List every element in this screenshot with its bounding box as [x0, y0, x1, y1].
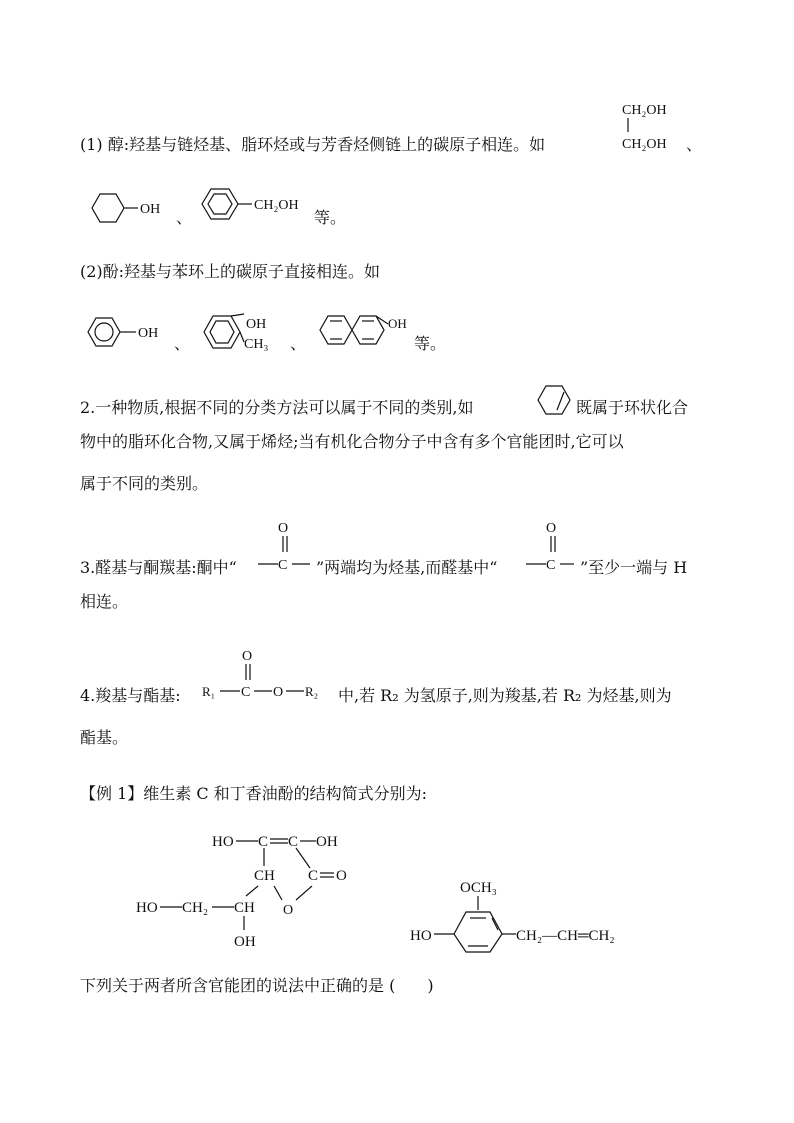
- carbonyl-c: C: [278, 558, 288, 573]
- benzyl-alcohol-structure: [198, 184, 328, 224]
- aldehyde-carbonyl-structure: [522, 516, 582, 576]
- cresol-structure: [198, 308, 288, 358]
- phenol-oh: OH: [138, 326, 159, 341]
- example-heading: 【例 1】维生素 C 和丁香油酚的结构简式分别为:: [80, 784, 428, 803]
- cyclohexanol-oh: OH: [140, 202, 161, 217]
- ethylene-glycol-structure: [620, 98, 690, 158]
- benzyl-ch2oh: CH₂OH: [254, 198, 299, 213]
- etc-text: 等。: [314, 208, 347, 227]
- separator: 、: [686, 135, 703, 154]
- separator: 、: [290, 334, 307, 353]
- vitc-ho1: HO: [212, 834, 234, 850]
- ester-r2: R₂: [305, 684, 319, 699]
- carbonyl-o: O: [546, 521, 557, 536]
- vitc-o-eq: O: [336, 868, 347, 884]
- ketone-carbonyl-structure: [254, 516, 320, 576]
- cyclohexanol-structure: [84, 190, 174, 230]
- carbonyl-text-b: ”两端均为烃基,而醛基中“: [316, 558, 498, 577]
- cyclohexene-structure: [534, 382, 578, 422]
- separator: 、: [176, 208, 193, 227]
- ester-text-c: 酯基。: [80, 728, 129, 747]
- cresol-ch3: CH₃: [244, 337, 269, 352]
- alcohol-definition: (1) 醇:羟基与链烃基、脂环烃或与芳香烃侧链上的碳原子相连。如: [80, 135, 546, 154]
- eugenol-ho: HO: [410, 928, 432, 944]
- ester-o: O: [273, 685, 284, 700]
- separator: 、: [174, 334, 191, 353]
- classification-text-a: 2.一种物质,根据不同的分类方法可以属于不同的类别,如: [80, 398, 474, 417]
- glycol-top: CH₂OH: [622, 103, 667, 118]
- carbonyl-c: C: [546, 558, 556, 573]
- question-text: 下列关于两者所含官能团的说法中正确的是 ( ): [80, 976, 434, 995]
- eugenol-structure: [408, 874, 668, 954]
- ester-r1: R₁: [202, 684, 216, 699]
- vitc-ch: CH: [254, 868, 275, 884]
- carbonyl-text-d: 相连。: [80, 592, 129, 611]
- vitc-c1: C: [258, 834, 269, 850]
- ester-text-b: 中,若 R₂ 为氢原子,则为羧基,若 R₂ 为烃基,则为: [338, 686, 672, 705]
- ester-text-a: 4.羧基与酯基:: [80, 686, 181, 705]
- carbonyl-o: O: [278, 521, 289, 536]
- vitc-oh1: OH: [316, 834, 338, 850]
- vitc-ch3: CH: [234, 900, 255, 916]
- phenol-definition: (2)酚:羟基与苯环上的碳原子直接相连。如: [80, 262, 381, 281]
- phenol-structure: [84, 314, 174, 354]
- vitc-ho2: HO: [136, 900, 158, 916]
- classification-text-b: 既属于环状化合: [576, 398, 689, 417]
- vitc-oh2: OH: [234, 934, 256, 950]
- classification-line2: 物中的脂环化合物,又属于烯烃;当有机化合物分子中含有多个官能团时,它可以: [80, 432, 624, 451]
- vitamin-c-structure: [134, 824, 374, 954]
- vitc-o-ring: O: [283, 903, 294, 918]
- naphthol-structure: [316, 312, 416, 352]
- etc-text: 等。: [414, 334, 447, 353]
- cresol-oh: OH: [246, 317, 267, 332]
- classification-line3: 属于不同的类别。: [80, 474, 209, 493]
- glycol-bottom: CH₂OH: [622, 137, 667, 152]
- ester-structure: [200, 644, 340, 704]
- ester-o-top: O: [242, 649, 253, 664]
- vitc-c3: C: [308, 868, 319, 884]
- vitc-c2: C: [288, 834, 299, 850]
- carbonyl-text-a: 3.醛基与酮羰基:酮中“: [80, 558, 237, 577]
- eugenol-chain: CH₂—CH═CH₂: [516, 928, 615, 944]
- carbonyl-text-c: ”至少一端与 H: [580, 558, 688, 577]
- eugenol-och3: OCH₃: [460, 880, 497, 896]
- vitc-ch2: CH₂: [182, 900, 209, 916]
- ester-c: C: [241, 685, 251, 700]
- naphthol-oh: OH: [388, 316, 407, 331]
